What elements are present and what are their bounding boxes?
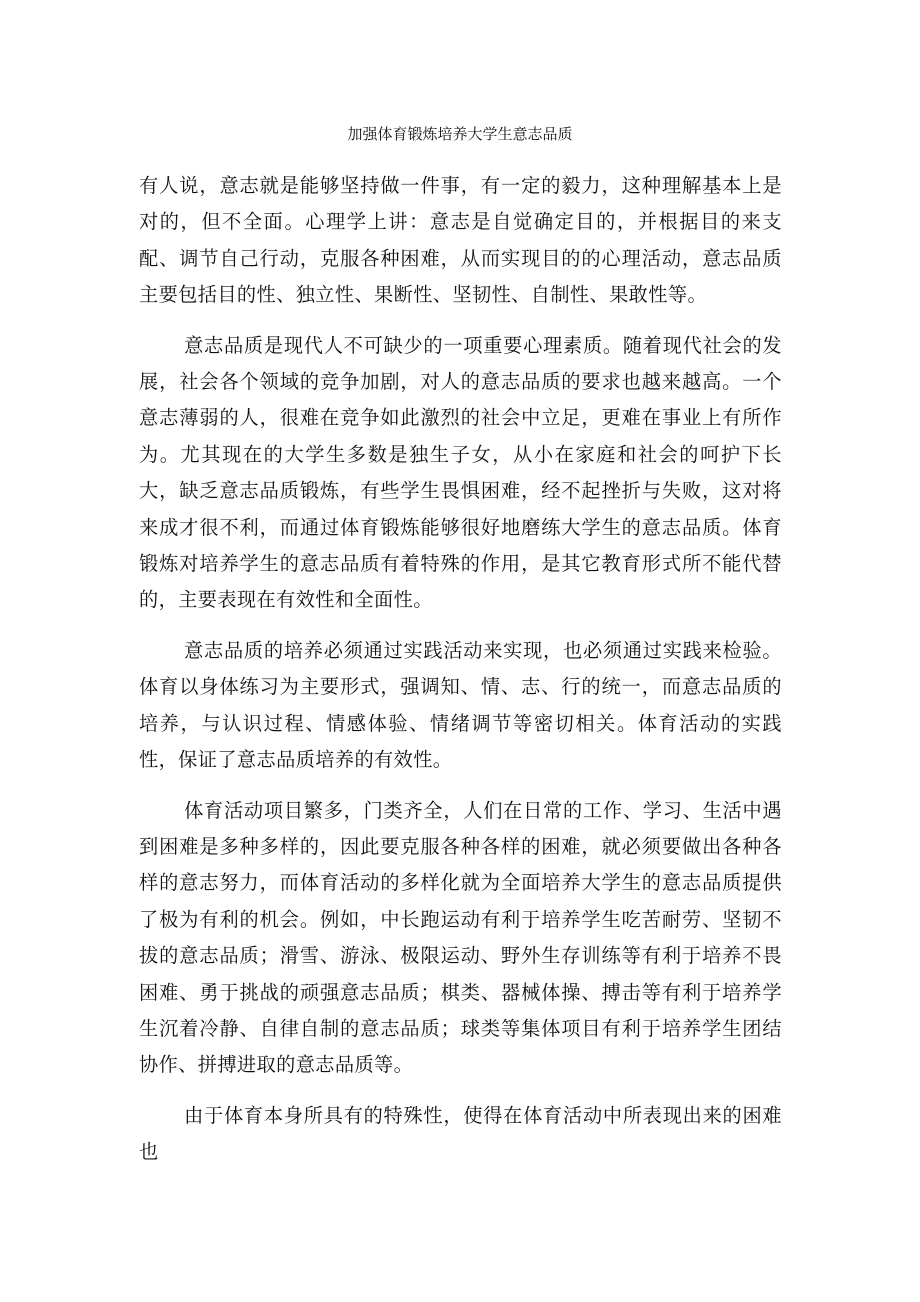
document-body	[139, 168, 782, 1185]
paragraph-importance: 意志品质是现代人不可缺少的一项重要心理素质。随着现代社会的发展，社会各个领域的竞争加剧，对人的意志品质的要求也越来越高。一个意志薄弱的人，很难在竞争如此激烈的社会中立足，更难在事业上有所作为。尤其现在的大学生多数是独生子女，从小在家庭和社会的呵护下长大，缺乏意志品质锻炼，有些学生畏惧困难，经不起挫折与失败，这对将来成才很不利，而通过体育锻炼能够很好地磨练大学生的意志品质。体育锻炼对培养学生的意志品质有着特殊的作用，是其它教育形式所不能代替的，主要表现在有效性和全面性。	[139, 333, 782, 612]
paragraph-practice: 意志品质的培养必须通过实践活动来实现，也必须通过实践来检验。体育以身体练习为主要形式，强调知、情、志、行的统一，而意志品质的培养，与认识过程、情感体验、情绪调节等密切相关。体育活动的实践性，保证了意志品质培养的有效性。	[139, 638, 782, 772]
document-title: 加强体育锻炼培养大学生意志品质	[347, 125, 573, 143]
paragraph-intro: 有人说，意志就是能够坚持做一件事，有一定的毅力，这种理解基本上是对的，但不全面。心理学上讲：意志是自觉确定目的，并根据目的来支配、调节自己行动，克服各种困难，从而实现目的的心理活动，意志品质主要包括目的性、独立性、果断性、坚韧性、自制性、果敢性等。	[139, 174, 782, 307]
paragraph-variety: 体育活动项目繁多，门类齐全，人们在日常的工作、学习、生活中遇到困难是多种多样的，因此要克服各种各样的困难，就必须要做出各种各样的意志努力，而体育活动的多样化就为全面培养大学生的意志品质提供了极为有利的机会。例如，中长跑运动有利于培养学生吃苦耐劳、坚韧不拔的意志品质；滑雪、游泳、极限运动、野外生存训练等有利于培养不畏困难、勇于挑战的顽强意志品质；棋类、器械体操、搏击等有利于培养学生沉着冷静、自律自制的意志品质；球类等集体项目有利于培养学生团结协作、拼搏进取的意志品质等。	[139, 798, 782, 1077]
paragraph-particularity: 由于体育本身所具有的特殊性，使得在体育活动中所表现出来的困难也	[139, 1103, 782, 1164]
